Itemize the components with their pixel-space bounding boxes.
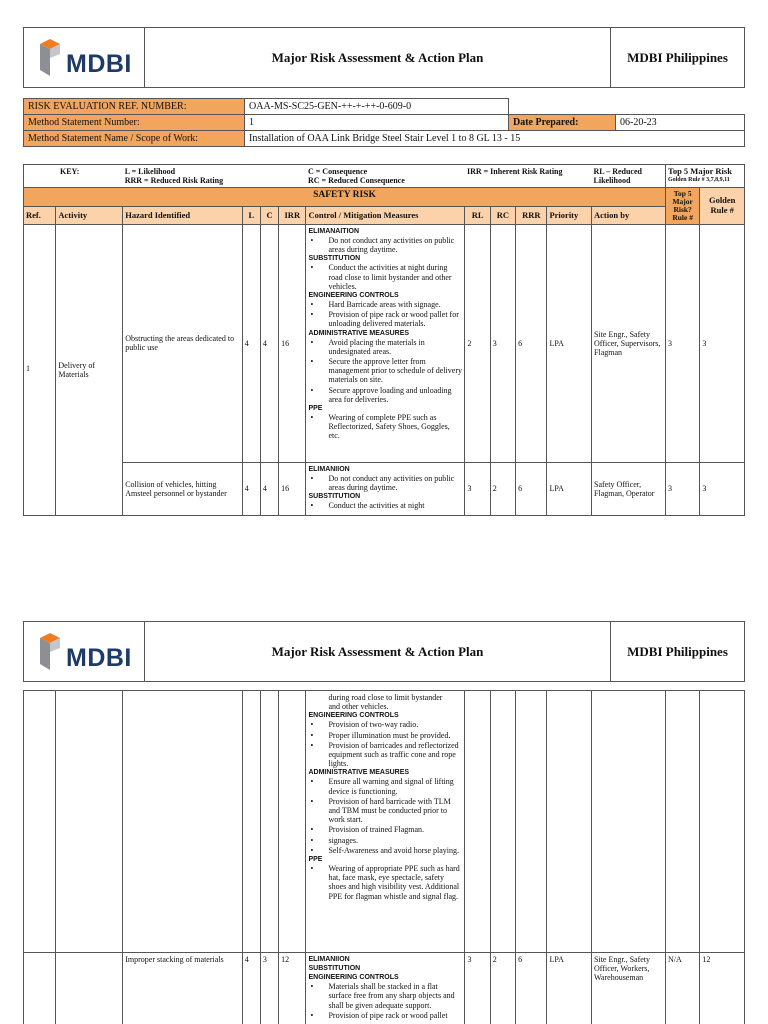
row-rc: 3 (490, 224, 515, 462)
row-controls (306, 953, 465, 1024)
key-col-1 (123, 165, 306, 188)
scope-label: Method Statement Name / Scope of Work: (24, 131, 245, 147)
col-priority: Priority (547, 207, 592, 225)
logo-cell (24, 28, 145, 88)
empty-cell (24, 953, 56, 1024)
row-rrr: 6 (516, 953, 547, 1024)
control-heading: ADMINISTRATIVE MEASURES (308, 329, 410, 337)
control-item: • Conduct the activities at night (308, 501, 462, 510)
ms-number-value: 1 (245, 115, 509, 131)
row-l: 4 (242, 953, 260, 1024)
empty-cell (547, 691, 592, 953)
control-heading: ELIMANAITION (308, 227, 360, 235)
row-golden: 3 (700, 224, 745, 462)
empty-cell (592, 691, 666, 953)
row-controls (306, 224, 465, 462)
control-heading: ENGINEERING CONTROLS (308, 291, 399, 299)
col-ref: Ref. (24, 207, 56, 225)
company-name: MDBI Philippines (611, 622, 745, 682)
row-top5: N/A (665, 953, 699, 1024)
empty-cell (56, 691, 123, 953)
empty-cell (242, 691, 260, 953)
key-row (24, 165, 745, 188)
control-heading: PPE (308, 855, 323, 863)
ref-label: RISK EVALUATION REF. NUMBER: (24, 99, 245, 115)
row-rc: 2 (490, 462, 515, 515)
row-ref: 1 (24, 224, 56, 515)
ref-value: OAA-MS-SC25-GEN-++-+-++-0-609-0 (245, 99, 509, 115)
row-rl: 3 (465, 953, 490, 1024)
col-rc: RC (490, 207, 515, 225)
control-item: • Provision of pipe rack or wood pallet (308, 1011, 462, 1020)
table-row (24, 691, 745, 953)
row-golden: 3 (700, 462, 745, 515)
control-item: • Proper illumination must be provided. (308, 731, 462, 740)
golden-col-head: Golden Rule # (700, 188, 745, 225)
row-action: Site Engr., Safety Officer, Supervisors, Flagman (592, 224, 666, 462)
row-golden: 12 (700, 953, 745, 1024)
logo-wordmark: MDBI (66, 644, 132, 672)
empty-cell (24, 691, 56, 953)
row-irr: 12 (279, 953, 306, 1024)
control-item: • Ensure all warning and signal of lifting device is functioning. (308, 777, 462, 795)
row-rrr: 6 (516, 224, 547, 462)
key-rrr: RRR = Reduced Risk Rating (124, 176, 224, 186)
blank-cell (509, 99, 745, 115)
key-irr: IRR = Inherent Risk Rating (465, 165, 592, 188)
row-l: 4 (242, 462, 260, 515)
control-item: • Conduct the activities at night during road close to limit bystander and other vehicles. (308, 263, 462, 291)
page2-clip (23, 690, 745, 1024)
empty-cell (700, 691, 745, 953)
top5-header (665, 165, 744, 188)
row-c: 4 (260, 224, 278, 462)
page-title: Major Risk Assessment & Action Plan (145, 28, 611, 88)
control-item: • Provision of trained Flagman. (308, 825, 462, 834)
key-col-2 (306, 165, 465, 188)
control-heading: PPE (308, 404, 323, 412)
table-row (24, 953, 745, 1024)
column-header-row (24, 207, 745, 225)
row-hazard: Obstructing the areas dedicated to public use (123, 224, 242, 462)
empty-cell (56, 953, 123, 1024)
key-rl: RL – Reduced Likelihood (592, 165, 666, 188)
page2-header (23, 621, 745, 682)
control-heading: ENGINEERING CONTROLS (308, 712, 399, 720)
info-table (23, 98, 745, 147)
row-hazard: Improper stacking of materials (123, 953, 242, 1024)
empty-cell (123, 691, 242, 953)
control-heading: SUBSTITUTION (308, 493, 361, 501)
row-hazard: Collision of vehicles, hitting Amsteel personnel or bystander (123, 462, 242, 515)
key-rc: RC = Reduced Consequence (307, 176, 405, 186)
row-action: Site Engr., Safety Officer, Workers, Warehouseman (592, 953, 666, 1024)
control-heading: SUBSTITUTION (308, 965, 361, 973)
col-action: Action by (592, 207, 666, 225)
control-heading: SUBSTITUTION (308, 255, 361, 263)
control-item: • Provision of pipe rack or wood pallet for unloading delivered materials. (308, 310, 462, 328)
control-item: • Secure approve loading and unloading area for deliveries. (308, 386, 462, 404)
row-priority: LPA (547, 224, 592, 462)
empty-cell (260, 691, 278, 953)
col-control: Control / Mitigation Measures (306, 207, 465, 225)
row-c: 3 (260, 953, 278, 1024)
date-value: 06-20-23 (616, 115, 745, 131)
empty-cell (490, 691, 515, 953)
logo-wordmark: MDBI (66, 50, 132, 78)
row-rc: 2 (490, 953, 515, 1024)
control-item: • Do not conduct any activities on public areas during daytime. (308, 474, 462, 492)
top5-col-head: Top 5 Major Risk? Rule # (665, 188, 699, 225)
row-top5: 3 (665, 224, 699, 462)
control-heading: ADMINISTRATIVE MEASURES (308, 769, 410, 777)
key-consequence: C = Consequence (307, 167, 368, 176)
scope-value: Installation of OAA Link Bridge Steel Stair Level 1 to 8 GL 13 - 15 (245, 131, 745, 147)
control-item: • Provision of two-way radio. (308, 720, 462, 729)
row-controls (306, 691, 465, 953)
control-item: • Provision of hard barricade with TLM and TBM must be conducted prior to work start. (308, 797, 462, 825)
row-priority: LPA (547, 953, 592, 1024)
top5-title: Top 5 Major Risk (667, 166, 732, 176)
safety-risk-band: SAFETY RISK (24, 188, 666, 207)
key-likelihood: L = Likelihood (124, 167, 176, 176)
control-item: • Wearing of appropriate PPE such as hard hat, face mask, eye spectacle, safety shoes and high visibility vest. Additional PPE for flagman whistle and signal flag. (308, 864, 462, 901)
top5-sub: Golden Rule # 3,7,8,9,11 (667, 176, 730, 183)
control-item: • Do not conduct any activities on public areas during daytime. (308, 236, 462, 254)
control-item: • Provision of barricades and reflectorized equipment such as traffic cone and rope lights. (308, 741, 462, 769)
control-heading: ELIMANIION (308, 465, 350, 473)
safety-band-row (24, 188, 745, 207)
control-continued: and other vehicles. (328, 702, 389, 712)
control-item: • Materials shall be stacked in a flat surface free from any sharp objects and shall be given adequate support. (308, 982, 462, 1010)
control-item: • Self-Awareness and avoid horse playing. (308, 846, 462, 855)
company-name: MDBI Philippines (611, 28, 745, 88)
empty-cell (516, 691, 547, 953)
row-irr: 16 (279, 224, 306, 462)
row-activity: Delivery of Materials (56, 224, 123, 515)
control-heading: ENGINEERING CONTROLS (308, 974, 399, 982)
logo-cell (24, 622, 145, 682)
row-rl: 3 (465, 462, 490, 515)
control-item: • signages. (308, 836, 462, 845)
risk-table (23, 164, 745, 516)
empty-cell (465, 691, 490, 953)
control-item: • Secure the approve letter from management prior to schedule of delivery materials on site. (308, 357, 462, 385)
risk-table-continued (23, 690, 745, 1024)
row-irr: 16 (279, 462, 306, 515)
control-item: • Avoid placing the materials in undesignated areas. (308, 338, 462, 356)
row-rrr: 6 (516, 462, 547, 515)
row-action: Safety Officer, Flagman, Operator (592, 462, 666, 515)
page1-header (23, 27, 745, 88)
row-rl: 2 (465, 224, 490, 462)
row-controls (306, 462, 465, 515)
col-rl: RL (465, 207, 490, 225)
row-priority: LPA (547, 462, 592, 515)
col-c: C (260, 207, 278, 225)
col-hazard: Hazard Identified (123, 207, 242, 225)
key-label: KEY: (24, 165, 123, 188)
col-l: L (242, 207, 260, 225)
col-activity: Activity (56, 207, 123, 225)
page-title: Major Risk Assessment & Action Plan (145, 622, 611, 682)
date-label: Date Prepared: (509, 115, 616, 131)
control-item: • Wearing of complete PPE such as Reflectorized, Safety Shoes, Goggles, etc. (308, 413, 462, 441)
ms-number-label: Method Statement Number: (24, 115, 245, 131)
table-row (24, 462, 745, 515)
empty-cell (279, 691, 306, 953)
control-item: • Hard Barricade areas with signage. (308, 300, 462, 309)
row-l: 4 (242, 224, 260, 462)
col-rrr: RRR (516, 207, 547, 225)
table-row (24, 224, 745, 462)
row-top5: 3 (665, 462, 699, 515)
col-irr: IRR (279, 207, 306, 225)
empty-cell (665, 691, 699, 953)
control-heading: ELIMANIION (308, 956, 350, 963)
control-continued: during road close to limit bystander (328, 693, 443, 702)
row-c: 4 (260, 462, 278, 515)
